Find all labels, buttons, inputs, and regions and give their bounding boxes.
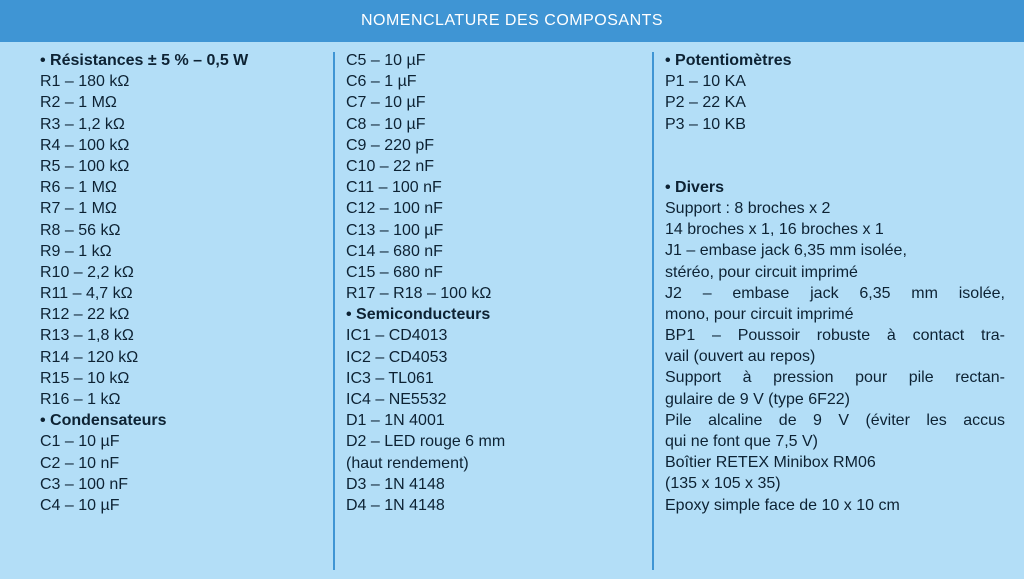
list-item: P3 – 10 KB (665, 115, 746, 133)
list-item: D1 – 1N 4001 (346, 412, 445, 430)
list-item: C15 – 680 nF (346, 263, 443, 281)
list-item: C13 – 100 µF (346, 221, 444, 239)
list-item: R10 – 2,2 kΩ (40, 263, 134, 281)
list-item: R17 – R18 – 100 kΩ (346, 285, 492, 303)
column-2 (346, 50, 646, 516)
list-item: C4 – 10 µF (40, 496, 120, 514)
list-item: R4 – 100 kΩ (40, 136, 130, 154)
list-item: R12 – 22 kΩ (40, 306, 130, 324)
list-item: R6 – 1 MΩ (40, 179, 117, 197)
list-item: IC3 – TL061 (346, 369, 434, 387)
header-bar (0, 0, 1024, 42)
divers-list (665, 198, 1005, 516)
list-item: qui ne font que 7,5 V) (665, 433, 818, 450)
column-3 (665, 50, 1005, 516)
list-item: C5 – 10 µF (346, 52, 426, 69)
page-title: NOMENCLATURE DES COMPOSANTS (360, 12, 664, 29)
list-item: 14 broches x 1, 16 broches x 1 (665, 221, 884, 239)
list-item: C12 – 100 nF (346, 200, 443, 218)
list-item: IC2 – CD4053 (346, 348, 448, 366)
list-item: C1 – 10 µF (40, 433, 120, 451)
list-item: J1 – embase jack 6,35 mm isolée, (665, 242, 907, 260)
list-item: C8 – 10 µF (346, 115, 426, 133)
list-item: R11 – 4,7 kΩ (40, 285, 133, 303)
list-item: C10 – 22 nF (346, 157, 435, 175)
list-item: Support à pression pour pile rectan- (665, 369, 1005, 387)
list-item: Epoxy simple face de 10 x 10 cm (665, 496, 900, 514)
list-item: mono, pour circuit imprimé (665, 305, 854, 323)
list-item: R16 – 1 kΩ (40, 391, 121, 408)
section-spacer (665, 135, 1005, 177)
resistances-list (40, 71, 330, 410)
column-1 (40, 50, 330, 516)
section-heading-resistances: • Résistances ± 5 % – 0,5 W (40, 52, 249, 69)
list-item: IC4 – NE5532 (346, 391, 447, 408)
column-divider (652, 52, 654, 570)
list-item: C2 – 10 nF (40, 454, 120, 472)
list-item: C9 – 220 pF (346, 136, 435, 154)
list-item: (135 x 105 x 35) (665, 475, 781, 493)
list-item: C6 – 1 µF (346, 73, 417, 91)
list-item: C14 – 680 nF (346, 242, 443, 260)
column-divider (333, 52, 335, 570)
list-item: R5 – 100 kΩ (40, 157, 130, 175)
list-item: R7 – 1 MΩ (40, 200, 117, 218)
list-item: R8 – 56 kΩ (40, 221, 121, 239)
list-item: D4 – 1N 4148 (346, 496, 445, 514)
list-item: C11 – 100 nF (346, 179, 442, 197)
list-item: R9 – 1 kΩ (40, 242, 112, 260)
list-item: D2 – LED rouge 6 mm (346, 433, 506, 451)
list-item: Boîtier RETEX Minibox RM06 (665, 454, 876, 472)
condensateurs-list-continued (346, 50, 646, 304)
list-item: C3 – 100 nF (40, 475, 129, 493)
potentiometres-list (665, 71, 1005, 135)
section-heading-potentiometres: • Potentiomètres (665, 52, 792, 69)
list-item: R13 – 1,8 kΩ (40, 327, 134, 345)
list-item: gulaire de 9 V (type 6F22) (665, 390, 850, 408)
list-item: R14 – 120 kΩ (40, 348, 139, 366)
section-heading-divers: • Divers (665, 178, 724, 196)
list-item: vail (ouvert au repos) (665, 348, 816, 366)
list-item: Support : 8 broches x 2 (665, 199, 831, 217)
list-item: R1 – 180 kΩ (40, 73, 130, 91)
section-heading-semiconducteurs: • Semiconducteurs (346, 306, 491, 324)
list-item: P1 – 10 KA (665, 73, 746, 91)
list-item: Pile alcaline de 9 V (éviter les accus (665, 411, 1005, 429)
list-item: (haut rendement) (346, 454, 469, 472)
list-item: P2 – 22 KA (665, 94, 746, 112)
list-item: R15 – 10 kΩ (40, 369, 130, 387)
list-item: D3 – 1N 4148 (346, 475, 445, 493)
list-item: J2 – embase jack 6,35 mm isolée, (665, 284, 1005, 302)
list-item: IC1 – CD4013 (346, 327, 448, 345)
list-item: stéréo, pour circuit imprimé (665, 263, 858, 281)
semiconducteurs-list (346, 325, 646, 516)
list-item: R2 – 1 MΩ (40, 94, 117, 112)
list-item: R3 – 1,2 kΩ (40, 115, 125, 133)
condensateurs-list (40, 431, 330, 516)
list-item: BP1 – Poussoir robuste à contact tra- (665, 327, 1005, 345)
section-heading-condensateurs: • Condensateurs (40, 412, 167, 430)
list-item: C7 – 10 µF (346, 94, 426, 112)
